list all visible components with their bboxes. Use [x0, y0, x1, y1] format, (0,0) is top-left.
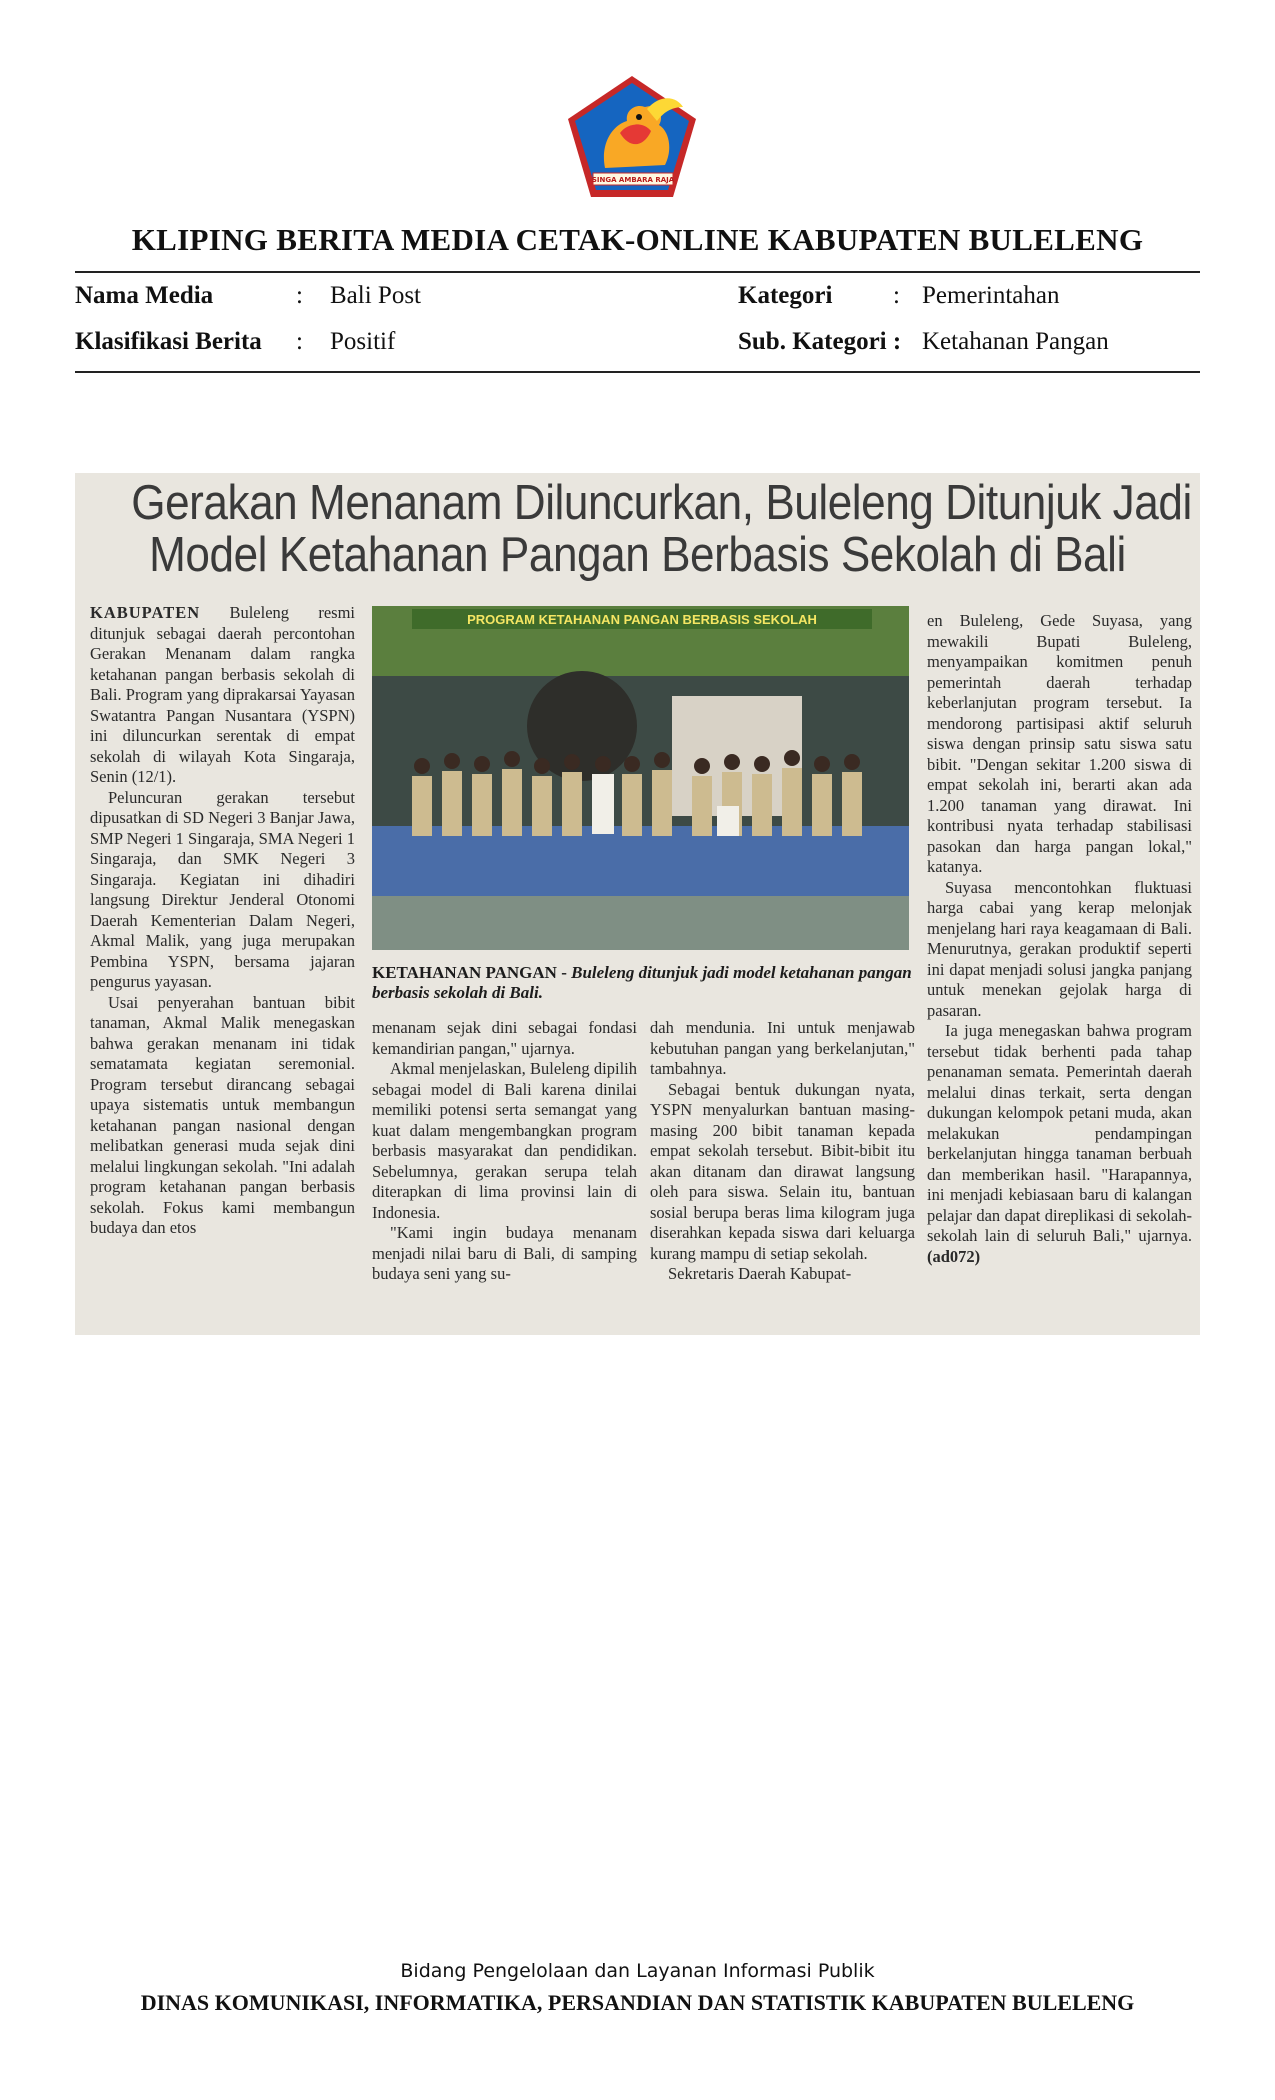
article-text: Ia juga menegaskan bahwa program tersebut tidak berhenti pada tahap penanaman semata. Pemerintah daerah melalui dinas terkait, serta dengan dukungan kelompok petani muda, akan melakukan pendampingan berkelanjutan hingga tanaman berbuah dan memberikan hasil. "Harapannya, ini menjadi kebiasaan baru di kalangan pelajar dan dapat direplikasi di sekolah-sekolah lain di seluruh Bali," ujarnya. — [927, 1021, 1192, 1245]
article-headline-line-1: Gerakan Menanam Diluncurkan, Buleleng Ditunjuk Jadi — [131, 476, 1192, 530]
article-paragraph: dah mendunia. Ini untuk menjawab kebutuhan pangan yang berkelanjutan," tambahnya. — [650, 1018, 915, 1078]
klasifikasi-colon: : — [296, 328, 303, 355]
caption-kicker: KETAHANAN PANGAN - — [372, 963, 567, 982]
article-paragraph: Usai penyerahan bantuan bibit tanaman, Akmal Malik menegaskan bahwa gerakan menanam ini tidak sematamata kegiatan seremonial. Program tersebut dirancang sebagai upaya sistematis untuk membangun ketahanan pangan nasional dengan melibatkan generasi muda sejak dini melalui lingkungan sekolah. "Ini adalah program ketahanan pangan berbasis sekolah. Fokus kami membangun budaya dan etos — [90, 992, 355, 1237]
article-dateline: KABUPATEN — [90, 603, 201, 622]
kategori-value: Pemerintahan — [922, 282, 1060, 309]
article-paragraph: Sekretaris Daerah Kabupat- — [668, 1264, 852, 1283]
page-title: KLIPING BERITA MEDIA CETAK-ONLINE KABUPATEN BULELENG — [131, 222, 1144, 257]
footer-department: Bidang Pengelolaan dan Layanan Informasi Publik — [400, 1960, 875, 1982]
media-value: Bali Post — [330, 282, 421, 309]
article-signature: (ad072) — [927, 1246, 981, 1266]
article-paragraph: Suyasa mencontohkan fluktuasi harga cabai yang kerap melonjak menjelang hari raya keagamaan di Bali. Menurutnya, gerakan produktif seperti ini dapat menjadi solusi jangka panjang untuk menekan gejolak harga di pasaran. — [927, 877, 1192, 1020]
article-paragraph: Peluncuran gerakan tersebut dipusatkan di SD Negeri 3 Banjar Jawa, SMP Negeri 1 Singaraja, SMA Negeri 1 Singaraja, dan SMK Negeri 3 Singaraja. Kegiatan ini dihadiri langsung Direktur Jenderal Otonomi Daerah Kementerian Dalam Negeri, Akmal Malik, yang juga merupakan Pembina YSPN, bersama jajaran pengurus yayasan. — [90, 787, 355, 991]
newspaper-clipping — [75, 473, 1200, 1335]
klasifikasi-value: Positif — [330, 328, 396, 355]
article-paragraph: en Buleleng, Gede Suyasa, yang mewakili Bupati Buleleng, menyampaikan komitmen penuh pemerintah daerah terhadap keberlanjutan program tersebut. Ia mendorong partisipasi aktif seluruh siswa dengan prinsip satu siswa satu bibit. "Dengan sekitar 1.200 siswa di empat sekolah ini, berarti akan ada 1.200 tanaman yang dirawat. Ini kontribusi nyata terhadap stabilisasi pasokan dan harga pangan lokal," katanya. — [927, 611, 1192, 876]
article-paragraph: Akmal menjelaskan, Buleleng dipilih sebagai model di Bali karena dinilai memiliki potensi serta semangat yang kuat dalam mengembangkan program berbasis masyarakat dan pendidikan. Sebelumnya, gerakan serupa telah diterapkan di lima provinsi lain di Indonesia. — [372, 1059, 637, 1222]
article-headline-line-2: Model Ketahanan Pangan Berbasis Sekolah di Bali — [149, 528, 1126, 582]
logo-motto-text: SINGA AMBARA RAJA — [591, 176, 675, 184]
kategori-colon: : — [893, 282, 900, 309]
header-divider-top — [75, 271, 1200, 273]
article-paragraph: menanam sejak dini sebagai fondasi kemandirian pangan," ujarnya. — [372, 1018, 637, 1058]
photo-caption — [372, 963, 917, 1003]
buleleng-coat-of-arms-logo — [565, 73, 700, 201]
article-paragraph — [90, 603, 355, 788]
article-column-4 — [927, 611, 1192, 1267]
article-text: Buleleng resmi ditunjuk sebagai daerah percontohan Gerakan Menanam dalam rangka ketahanan pangan berbasis sekolah di Bali. Program yang diprakarsai Yayasan Swatantra Pangan Nusantara (YSPN) ini diluncurkan serentak di empat sekolah di wilayah Kota Singaraja, Senin (12/1). — [90, 603, 356, 786]
article-paragraph — [927, 1021, 1192, 1267]
article-paragraph: "Kami ingin budaya menanam menjadi nilai baru di Bali, di samping budaya seni yang su- — [372, 1223, 637, 1283]
media-label: Nama Media — [75, 282, 214, 309]
footer-agency: DINAS KOMUNIKASI, INFORMATIKA, PERSANDIAN DAN STATISTIK KABUPATEN BULELENG — [140, 1990, 1135, 2015]
subkategori-value: Ketahanan Pangan — [922, 328, 1109, 355]
article-photo — [372, 606, 909, 950]
kategori-label: Kategori — [738, 282, 833, 309]
media-colon: : — [296, 282, 303, 309]
article-paragraph: Sebagai bentuk dukungan nyata, YSPN menyalurkan bantuan masing-masing 200 bibit tanaman kepada empat sekolah tersebut. Bibit-bibit itu akan ditanam dan dirawat langsung oleh para siswa. Selain itu, bantuan sosial berupa beras lima kilogram juga diserahkan kepada siswa dari keluarga kurang mampu di setiap sekolah. — [650, 1079, 915, 1263]
article-column-3 — [650, 1018, 915, 1285]
caption-text: Buleleng ditunjuk jadi model ketahanan pangan berbasis sekolah di Bali. — [372, 963, 912, 1002]
article-column-1 — [90, 603, 355, 1239]
header-divider-bottom — [75, 371, 1200, 373]
subkategori-label: Sub. Kategori : — [738, 328, 902, 355]
klasifikasi-label: Klasifikasi Berita — [75, 328, 262, 355]
photo-banner-text: PROGRAM KETAHANAN PANGAN BERBASIS SEKOLAH — [467, 612, 817, 627]
article-column-2 — [372, 1018, 637, 1285]
